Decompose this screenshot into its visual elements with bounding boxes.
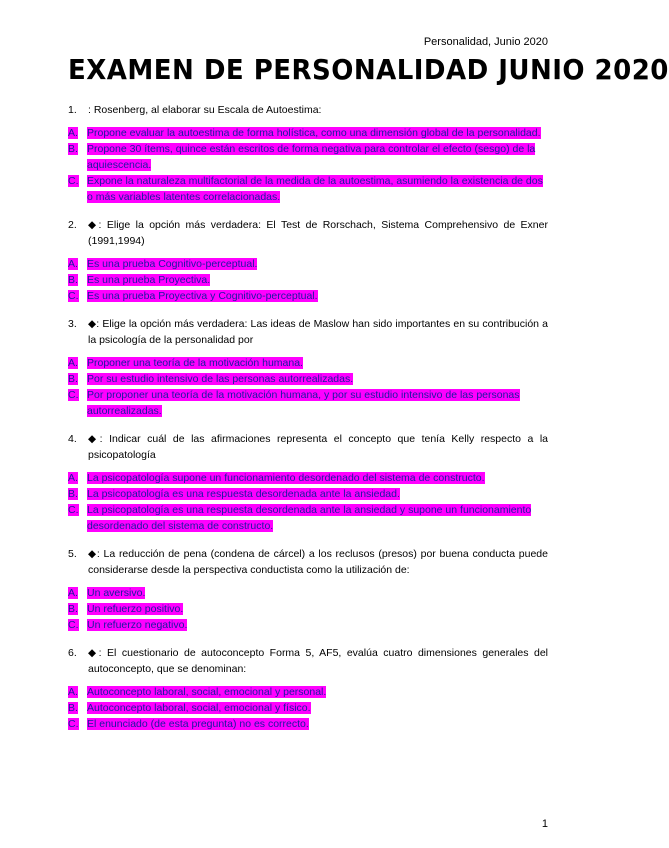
option-c (68, 173, 548, 205)
option-c (68, 716, 548, 732)
option-letter: C. (68, 175, 79, 187)
option-text: Es una prueba Cognitivo-perceptual. (87, 258, 258, 270)
option-list (68, 684, 548, 732)
option-c (68, 502, 548, 534)
option-b (68, 272, 548, 288)
option-list (68, 355, 548, 419)
option-text: La psicopatología supone un funcionamiento desordenado del sistema de constructo. (87, 472, 485, 484)
option-text: La psicopatología es una respuesta desordenada ante la ansiedad. (87, 488, 400, 500)
option-b (68, 700, 548, 716)
option-letter: B. (68, 373, 78, 385)
question-text: ◆: Elige la opción más verdadera: Las ideas de Maslow han sido importantes en su contribución a la psicología de la personalidad por (88, 318, 548, 346)
header-note: Personalidad, Junio 2020 (423, 36, 548, 48)
option-text: El enunciado (de esta pregunta) no es correcto. (87, 718, 309, 730)
option-text: Propone evaluar la autoestima de forma holística, como una dimensión global de la personalidad. (87, 127, 541, 139)
question-number: 3. (68, 318, 77, 330)
question-number: 5. (68, 548, 77, 560)
option-letter: C. (68, 718, 79, 730)
question-number: 1. (68, 104, 77, 116)
option-a (68, 256, 548, 272)
question-1 (68, 102, 548, 205)
option-list (68, 125, 548, 205)
question-6 (68, 645, 548, 732)
option-c (68, 288, 548, 304)
option-letter: A. (68, 258, 78, 270)
option-b (68, 141, 548, 173)
option-a (68, 355, 548, 371)
option-list (68, 470, 548, 534)
question-2 (68, 217, 548, 304)
question-5 (68, 546, 548, 633)
option-a (68, 125, 548, 141)
option-text: Por su estudio intensivo de las personas autorrealizadas. (87, 373, 354, 385)
option-c (68, 387, 548, 419)
option-letter: A. (68, 357, 78, 369)
option-list (68, 256, 548, 304)
option-letter: A. (68, 587, 78, 599)
option-text: Propone 30 ítems, quince están escritos de forma negativa para controlar el efecto (sesgo) de la aquiescencia. (87, 143, 536, 171)
question-text: ◆: El cuestionario de autoconcepto Forma 5, AF5, evalúa cuatro dimensiones generales del autoconcepto, que se denominan: (88, 647, 548, 675)
option-letter: C. (68, 290, 79, 302)
option-letter: A. (68, 127, 78, 139)
option-text: Un aversivo. (87, 587, 146, 599)
option-a (68, 585, 548, 601)
question-text: : Rosenberg, al elaborar su Escala de Autoestima: (88, 104, 322, 116)
option-a (68, 684, 548, 700)
question-number: 6. (68, 647, 77, 659)
option-text: Un refuerzo negativo. (87, 619, 188, 631)
option-text: Expone la naturaleza multifactorial de la medida de la autoestima, asumiendo la existencia de dos o más variables latentes correlacionadas. (87, 175, 543, 203)
question-3 (68, 316, 548, 419)
question-number: 4. (68, 433, 77, 445)
question-list (68, 102, 548, 744)
option-list (68, 585, 548, 633)
option-letter: B. (68, 603, 78, 615)
question-number: 2. (68, 219, 77, 231)
option-b (68, 601, 548, 617)
option-letter: B. (68, 488, 78, 500)
option-text: Autoconcepto laboral, social, emocional y personal. (87, 686, 327, 698)
option-text: La psicopatología es una respuesta desordenada ante la ansiedad y supone un funcionamiento desordenado del sistema de constructo. (87, 504, 532, 532)
option-letter: B. (68, 274, 78, 286)
option-text: Autoconcepto laboral, social, emocional y físico. (87, 702, 311, 714)
option-letter: C. (68, 504, 79, 516)
option-letter: C. (68, 619, 79, 631)
option-text: Es una prueba Proyectiva y Cognitivo-perceptual. (87, 290, 318, 302)
question-text: ◆: Elige la opción más verdadera: El Test de Rorschach, Sistema Comprehensivo de Exner (1991,1994) (88, 219, 548, 247)
page-title: EXAMEN DE PERSONALIDAD JUNIO 2020 (68, 53, 669, 86)
option-text: Es una prueba Proyectiva. (87, 274, 211, 286)
option-text: Un refuerzo positivo. (87, 603, 184, 615)
question-4 (68, 431, 548, 534)
option-letter: B. (68, 143, 78, 155)
question-text: ◆: Indicar cuál de las afirmaciones representa el concepto que tenía Kelly respecto a la psicopatología (88, 433, 548, 461)
option-text: Por proponer una teoría de la motivación humana, y por su estudio intensivo de las personas autorrealizadas. (87, 389, 520, 417)
option-letter: A. (68, 472, 78, 484)
option-a (68, 470, 548, 486)
option-text: Proponer una teoría de la motivación humana. (87, 357, 303, 369)
option-letter: B. (68, 702, 78, 714)
option-b (68, 486, 548, 502)
option-c (68, 617, 548, 633)
option-letter: C. (68, 389, 79, 401)
question-text: ◆: La reducción de pena (condena de cárcel) a los reclusos (presos) por buena conducta puede considerarse desde la perspectiva conductista como la utilización de: (88, 548, 548, 576)
page-number: 1 (541, 818, 548, 830)
option-b (68, 371, 548, 387)
option-letter: A. (68, 686, 78, 698)
